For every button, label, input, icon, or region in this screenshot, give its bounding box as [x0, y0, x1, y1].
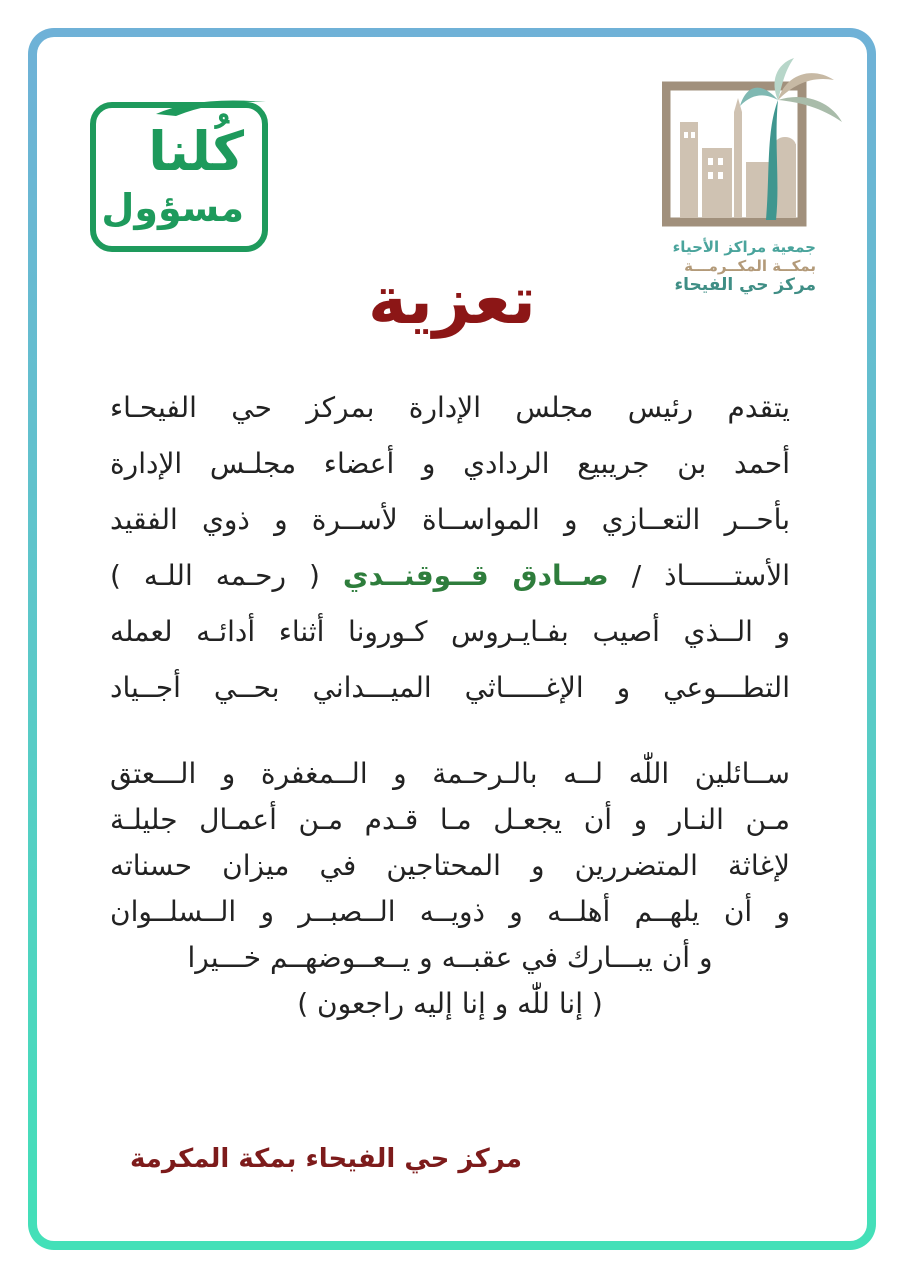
prayer-paragraph	[110, 752, 790, 1028]
body-line-5: و الــذي أصيب بفـايـروس كـورونا أثناء أدائـه لعمله	[110, 615, 790, 648]
condolence-paragraph	[110, 384, 790, 720]
prayer-line-4: و أن يلهــم أهلــه و ذويــه الــصبــر و الــسلــوان	[110, 895, 790, 928]
mercy-phrase: ( رحـمه اللـه )	[110, 559, 320, 592]
badge-line-1: كُلنا	[148, 120, 244, 183]
body-line-3: بأحــر التعــازي و المواســاة لأســرة و ذوي الفقيد	[110, 503, 790, 536]
body-line-2: أحمد بن جريبيع الردادي و أعضاء مجلـس الإدارة	[110, 447, 790, 480]
deceased-name: صــادق قــوقنــدي	[342, 559, 609, 592]
org-name-line-3: مركز حي الفيحاء	[674, 275, 816, 295]
prayer-line-6: ( إنا للّٰه و إنا إليه راجعون )	[297, 987, 603, 1020]
footer-signature: مركز حي الفيحاء بمكة المكرمة	[130, 1144, 522, 1174]
org-name-line-2: بمكــة المكــرمـــة	[684, 257, 816, 275]
body-line-6: التطـــوعي و الإغـــــاثي الميـــداني بحــي أجــياد	[110, 671, 790, 704]
body-line-1: يتقدم رئيس مجلس الإدارة بمركز حي الفيحـاء	[110, 391, 790, 424]
prayer-line-3: لإغاثة المتضررين و المحتاجين في ميزان حسناته	[110, 849, 790, 882]
kolna-masool-badge	[90, 102, 268, 252]
title-prefix: الأستــــــاذ /	[631, 559, 791, 592]
prayer-line-5: و أن يبـــارك في عقبــه و يــعــوضهــم خـــيرا	[187, 941, 713, 974]
palm-city-logo-icon	[662, 52, 852, 232]
prayer-line-1: ســائلين اللّٰه لــه بالـرحـمة و الــمغفرة و الـــعتق	[110, 757, 790, 790]
swoosh-icon	[156, 94, 266, 118]
prayer-line-2: مـن النـار و أن يجعـل مـا قـدم مـن أعمـال جليلـة	[110, 803, 790, 836]
badge-line-2: مسؤول	[101, 186, 244, 230]
page-title: تعزية	[368, 262, 536, 339]
body-line-4	[110, 552, 790, 608]
org-name-line-1: جمعية مراكز الأحياء	[672, 238, 816, 256]
